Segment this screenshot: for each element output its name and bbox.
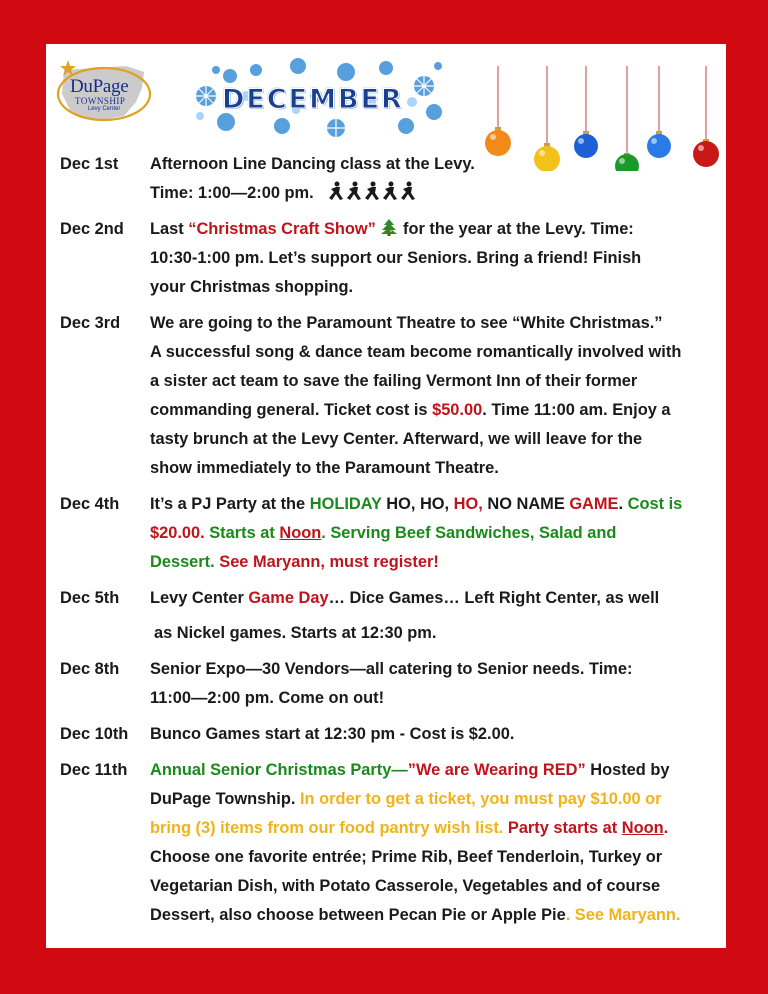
event-date: Dec 11th [60,761,128,779]
event-time: Time: 1:00—2:00 pm. [150,184,314,202]
event-description [150,215,720,302]
event-description [150,150,720,208]
christmas-tree-icon [380,218,398,236]
event-description [150,720,720,749]
banner-title: DECEMBER [222,84,404,115]
event-text: A successful song & dance team become romantically involved with [150,343,682,361]
event-date: Dec 8th [60,660,120,678]
event-text: as Nickel games. Starts at 12:30 pm. [154,624,437,642]
event-date: Dec 5th [60,589,120,607]
event-text: We are going to the Paramount Theatre to see “White Christmas.” [150,314,663,332]
dupage-township-logo [54,58,154,126]
event-text: Afternoon Line Dancing class at the Levy. [150,155,475,173]
ticket-price: $50.00 [432,401,483,419]
event-date: Dec 1st [60,155,119,173]
event-date: Dec 2nd [60,220,124,238]
event-date: Dec 3rd [60,314,121,332]
event-text: $20.00. Starts at Noon. Serving Beef Sandwiches, Salad and [150,524,617,542]
event-text [150,179,720,208]
line-dancers-icon [326,181,418,201]
event-dec-10 [60,720,720,749]
event-dec-11 [60,756,720,930]
event-text: Choose one favorite entrée; Prime Rib, Beef Tenderloin, Turkey or [150,848,663,866]
event-dec-3 [60,309,720,483]
event-text: commanding general. Ticket cost is $50.00. Time 11:00 am. Enjoy a [150,401,671,419]
event-text: Last “Christmas Craft Show” for the year at the Levy. Time: [150,220,634,238]
event-text: DuPage Township. In order to get a ticket, you must pay $10.00 or [150,790,662,808]
event-dec-1 [60,150,720,208]
event-text: 11:00—2:00 pm. Come on out! [150,689,385,707]
event-text: Senior Expo—30 Vendors—all catering to Senior needs. Time: [150,660,633,678]
december-banner [186,56,446,138]
event-description [150,756,720,930]
event-description [150,490,720,577]
flyer-sheet [46,44,726,948]
logo-title: DuPage [70,76,129,97]
event-text: bring (3) items from our food pantry wish list. Party starts at Noon. [150,819,669,837]
event-text: a sister act team to save the failing Vermont Inn of their former [150,372,638,390]
event-description [150,655,720,713]
event-text: Dessert, also choose between Pecan Pie or Apple Pie. See Maryann. [150,906,681,924]
logo-subtitle: TOWNSHIP [75,96,126,106]
event-description [150,309,720,483]
event-date: Dec 4th [60,495,120,513]
event-text: Levy Center Game Day… Dice Games… Left Right Center, as well [150,589,660,607]
event-dec-5 [60,584,720,648]
craft-show-title: “Christmas Craft Show” [188,220,376,238]
event-description [150,584,720,648]
event-text: your Christmas shopping. [150,278,354,296]
event-date: Dec 10th [60,725,129,743]
event-text: It’s a PJ Party at the HOLIDAY HO, HO, HO, NO NAME GAME. Cost is [150,495,683,513]
event-text: Annual Senior Christmas Party—”We are Wearing RED” Hosted by [150,761,670,779]
event-list [60,150,720,930]
logo-caption: Levy Center [88,106,121,112]
event-text: tasty brunch at the Levy Center. Afterward, we will leave for the [150,430,643,448]
event-text: 10:30-1:00 pm. Let’s support our Seniors. Bring a friend! Finish [150,249,642,267]
event-dec-2 [60,215,720,302]
event-dec-4 [60,490,720,577]
event-dec-8 [60,655,720,713]
event-text: Dessert. See Maryann, must register! [150,553,439,571]
event-text: show immediately to the Paramount Theatre. [150,459,499,477]
event-text: Bunco Games start at 12:30 pm - Cost is $2.00. [150,725,515,743]
event-text: Vegetarian Dish, with Potato Casserole, Vegetables and of course [150,877,661,895]
